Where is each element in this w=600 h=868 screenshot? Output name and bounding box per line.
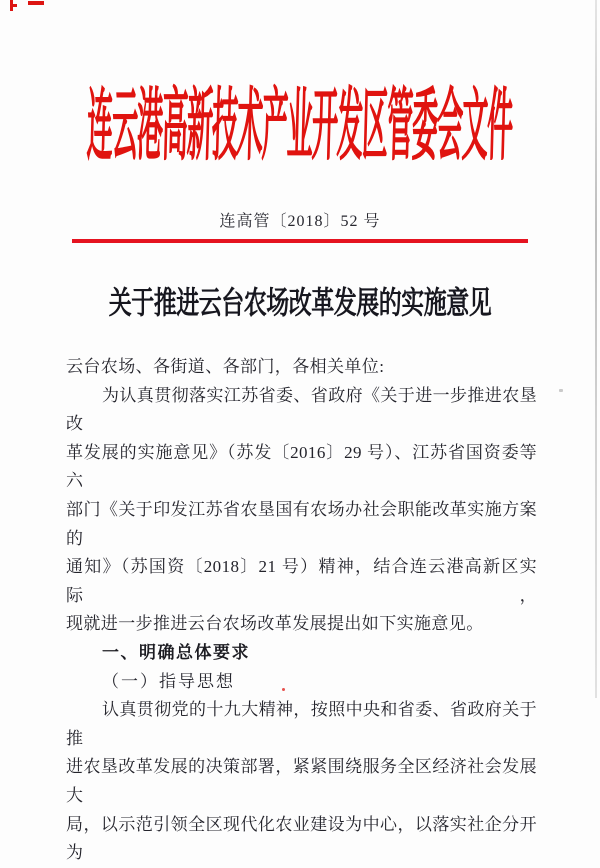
body-line: 进农垦改革发展的决策部署，紧紧围绕服务全区经济社会发展大 (66, 757, 537, 805)
body-line: 现就进一步推进云台农场改革发展提出如下实施意见。 (66, 614, 484, 634)
subsection-heading-1-1: （一）指导思想 (102, 671, 235, 691)
letterhead-banner (0, 81, 600, 171)
body-line: 为认真贯彻落实江苏省委、省政府《关于进一步推进农垦改 (66, 385, 537, 434)
scan-artifact-gray-speck (559, 389, 563, 392)
document-number: 连高管〔2018〕52 号 (219, 213, 381, 230)
issuing-org-title: 连云港高新技术产业开发区管委会文件 (86, 81, 514, 171)
body-line: 认真贯彻党的十九大精神，按照中央和省委、省政府关于推 (66, 700, 537, 748)
body-line: 部门《关于印发江苏省农垦国有农场办社会职能改革实施方案的 (66, 499, 537, 548)
body-line: 局，以示范引领全区现代化农业建设为中心，以落实社企分开为 (66, 814, 537, 863)
scan-page-edge (595, 0, 597, 698)
document-title-wrap (0, 286, 600, 321)
document-body (66, 353, 537, 868)
section-heading-1: 一、明确总体要求 (102, 642, 250, 662)
document-title: 关于推进云台农场改革发展的实施意见 (108, 286, 492, 321)
letterhead-rule (72, 239, 528, 243)
scan-artifact-red-mark (28, 1, 44, 5)
scan-artifact-red-dot (282, 688, 285, 691)
body-line: 通知》（苏国资〔2018〕21 号）精神，结合连云港高新区实际， (66, 557, 537, 605)
scan-artifact-red-mark (10, 4, 17, 7)
body-line: 革发展的实施意见》（苏发〔2016〕29 号）、江苏省国资委等六 (66, 442, 537, 491)
salutation-line: 云台农场、各街道、各部门，各相关单位: (66, 357, 385, 376)
